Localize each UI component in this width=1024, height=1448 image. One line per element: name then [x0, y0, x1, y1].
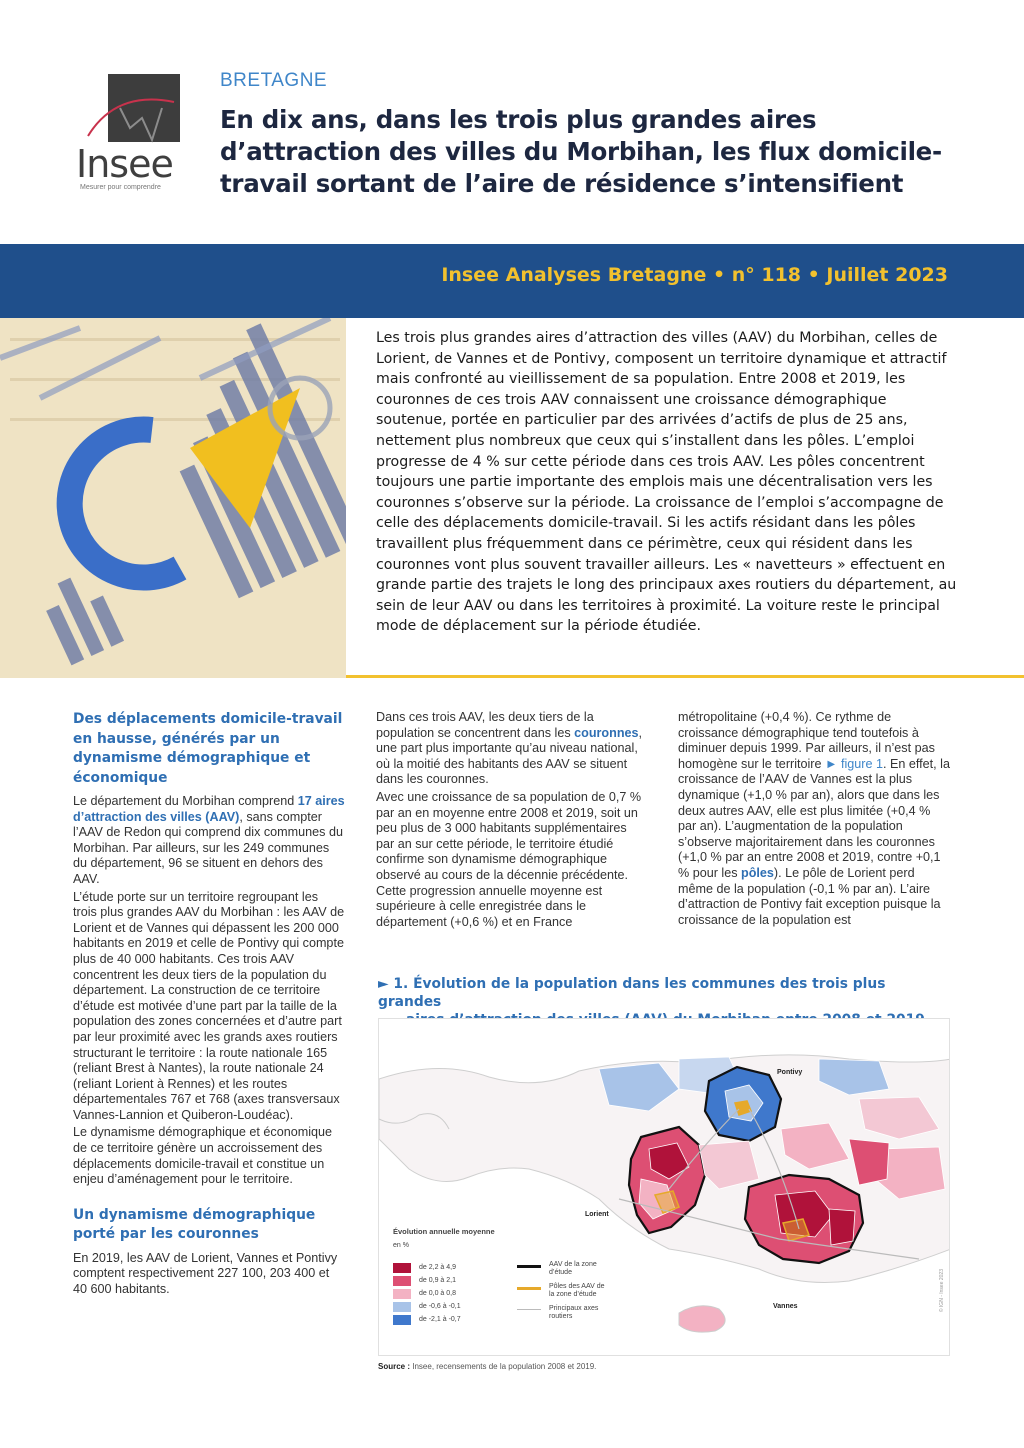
paragraph — [376, 710, 646, 788]
poles-link[interactable]: pôles — [741, 865, 774, 880]
legend-item — [393, 1300, 461, 1313]
map-legend — [393, 1227, 683, 1347]
paragraph: L’étude porte sur un territoire regroupant les trois plus grandes AAV du Morbihan : les AAV de Lorient et de Vannes qui dépassent les 200 000 habitants en 2019 et celle de Pontivy qui compte plus de 40 000 habitants. Ces trois AAV concentrent les deux tiers de la population du département. La construction de ce territoire d’étude est motivée d’une part par la taille de la population des zones concernées et d’autre part par leur proximité avec les grands axes routiers structurant le territoire : la route nationale 165 (reliant Brest à Nantes), la route nationale 24 (reliant Lorient à Rennes) et les routes départementales 767 et 768 (axes transversaux Vannes-Lannion et Quiberon-Loudéac). — [73, 889, 345, 1122]
legend-item — [393, 1287, 461, 1300]
logo-tagline: Mesurer pour comprendre — [80, 184, 161, 191]
summary-text: Les trois plus grandes aires d’attraction des villes (AAV) du Morbihan, celles de Lorient, de Vannes et de Pontivy, composent un territoire dynamique et attractif mais confronté au vieillissement de sa population. Entre 2008 et 2019, les couronnes de ces trois AAV connaissent une croissance démographique soutenue, portée en particulier par des arrivées d’actifs de plus de 25 ans, nettement plus nombreux que ceux qui s’installent dans les pôles. L’emploi progresse de 4 % sur cette période dans ces trois AAV. Les pôles concentrent toujours une partie importante des emplois mais une décentralisation vers les couronnes s’observe sur la période. La croissance de l’emploi s’accompagne de celle des déplacements domicile-travail. Si les actifs résidant dans les pôles travaillent plus fréquemment dans ce périmètre, ceux qui résident dans les couronnes vont plus souvent travailler ailleurs. Les « navetteurs » effectuent en grande partie des trajets le long des principaux axes routiers du département, au sein de leur AAV ou dans les territoires à proximité. La voiture reste le principal mode de déplacement sur la période étudiée. — [376, 330, 957, 635]
text: ). Le pôle de Lorient perd même de la population (-0,1 % par an). L’aire d’attraction de Pontivy fait exception puisque la croissance de la population est — [678, 865, 941, 927]
section-title-deplacements: Des déplacements domicile-travail en hausse, générés par un dynamisme démographique et économique — [73, 711, 343, 786]
legend-lines — [517, 1261, 611, 1327]
paragraph: Le dynamisme démographique et économique de ce territoire génère un accroissement des déplacements domicile-travail et constitue un enjeu d’aménagement pour le territoire. — [73, 1125, 333, 1187]
summary-divider — [346, 675, 1024, 678]
legend-swatch — [393, 1289, 411, 1299]
map-label-vannes: Vannes — [773, 1303, 798, 1310]
legend-classes — [393, 1261, 461, 1326]
cover-chart-graphic — [0, 318, 346, 678]
text: Dans ces trois AAV, les deux tiers de la population se concentrent dans les — [376, 710, 594, 740]
text: Le département du Morbihan comprend — [73, 794, 298, 808]
region-label: BRETAGNE — [220, 70, 328, 91]
paragraph — [678, 710, 950, 928]
legend-line-swatch — [517, 1309, 541, 1310]
logo-arc-icon — [86, 88, 186, 148]
map-label-pontivy: Pontivy — [777, 1069, 803, 1076]
series-band — [0, 244, 1024, 318]
legend-label: de -0,6 à -0,1 — [419, 1303, 461, 1310]
paragraph: Avec une croissance de sa population de 0,7 % par an en moyenne entre 2008 et 2019, soit un peu plus de 3 000 habitants supplémentaires par an sur cette période, le territoire étudié confirme son dynamisme démographique observé au cours de la décennie précédente. Cette progression annuelle moyenne est supérieure à celle enregistrée dans le département (+0,6 %) et en France — [376, 789, 642, 929]
insee-logo[interactable] — [72, 72, 184, 194]
source-label: Source : — [378, 1362, 411, 1371]
legend-swatch — [393, 1263, 411, 1273]
legend-swatch — [393, 1276, 411, 1286]
text: , sans compter l’AAV de Redon qui comprend dix communes du Morbihan. Par ailleurs, sur les 249 communes du département, 96 se situent en dehors des AAV. — [73, 809, 343, 886]
legend-title: Évolution annuelle moyenne — [393, 1227, 495, 1236]
figure-title-line1: Évolution de la population dans les communes des trois plus grandes — [378, 976, 886, 1010]
legend-item — [393, 1313, 461, 1326]
legend-label: de 2,2 à 4,9 — [419, 1264, 456, 1271]
population-map — [378, 1018, 950, 1356]
map-label-lorient: Lorient — [585, 1211, 609, 1218]
legend-line-item — [517, 1283, 611, 1305]
figure-1-link[interactable]: ► figure 1 — [825, 756, 883, 771]
text: . En effet, la croissance de l’AAV de Vannes est la plus dynamique (+1,0 % par an), alors que dans les deux autres AAV, elle est plus limitée (+0,4 % par an). L’augmentation de la population s’observe majoritairement dans les couronnes (+1,0 % par an entre 2008 et 2019, contre +0,1 % pour les — [678, 756, 950, 880]
page-title: En dix ans, dans les trois plus grandes aires d’attraction des villes du Morbihan, les flux domicile-travail sortant de l’aire de résidence s’intensifient — [220, 105, 942, 198]
column-3 — [678, 710, 950, 930]
legend-label: Pôles des AAV de la zone d’étude — [549, 1283, 605, 1298]
legend-label: de 0,0 à 0,8 — [419, 1290, 456, 1297]
legend-label: Principaux axes routiers — [549, 1305, 599, 1320]
column-1 — [73, 710, 345, 1300]
text: , une part plus importante qu’au niveau national, où la moitié des habitants des AAV se situent dans les couronnes. — [376, 725, 643, 787]
source-text: Insee, recensements de la population 2008 et 2019. — [412, 1362, 597, 1371]
legend-item — [393, 1274, 461, 1287]
legend-label: de -2,1 à -0,7 — [419, 1316, 461, 1323]
column-2 — [376, 710, 646, 932]
legend-line-item — [517, 1261, 611, 1283]
cover-illustration — [0, 318, 346, 678]
legend-unit: en % — [393, 1242, 409, 1249]
legend-line-item — [517, 1305, 611, 1327]
legend-item — [393, 1261, 461, 1274]
legend-line-swatch — [517, 1287, 541, 1290]
figure-number: ► 1. — [378, 976, 409, 992]
legend-label: AAV de la zone d’étude — [549, 1261, 597, 1276]
figure-source — [378, 1362, 596, 1371]
section-title-dynamisme: Un dynamisme démographique porté par les couronnes — [73, 1206, 316, 1243]
aav-definition-link[interactable]: 17 aires d’attraction des villes (AAV) — [73, 794, 345, 824]
couronnes-link[interactable]: couronnes — [574, 725, 639, 740]
text: métropolitaine (+0,4 %). Ce rythme de croissance démographique tend toutefois à diminuer depuis 1999. Par ailleurs, il n’est pas homogène sur le territoire — [678, 710, 935, 771]
legend-swatch — [393, 1315, 411, 1325]
paragraph: En 2019, les AAV de Lorient, Vannes et Pontivy comptent respectivement 227 100, 203 400 et 40 600 habitants. — [73, 1250, 338, 1297]
legend-swatch — [393, 1302, 411, 1312]
paragraph — [73, 794, 345, 888]
series-label: Insee Analyses Bretagne • n° 118 • Juillet 2023 — [441, 264, 948, 286]
legend-label: de 0,9 à 2,1 — [419, 1277, 456, 1284]
map-copyright: © IGN - Insee 2023 — [939, 1269, 945, 1313]
logo-wordmark: Insee — [76, 142, 173, 186]
legend-line-swatch — [517, 1265, 541, 1268]
